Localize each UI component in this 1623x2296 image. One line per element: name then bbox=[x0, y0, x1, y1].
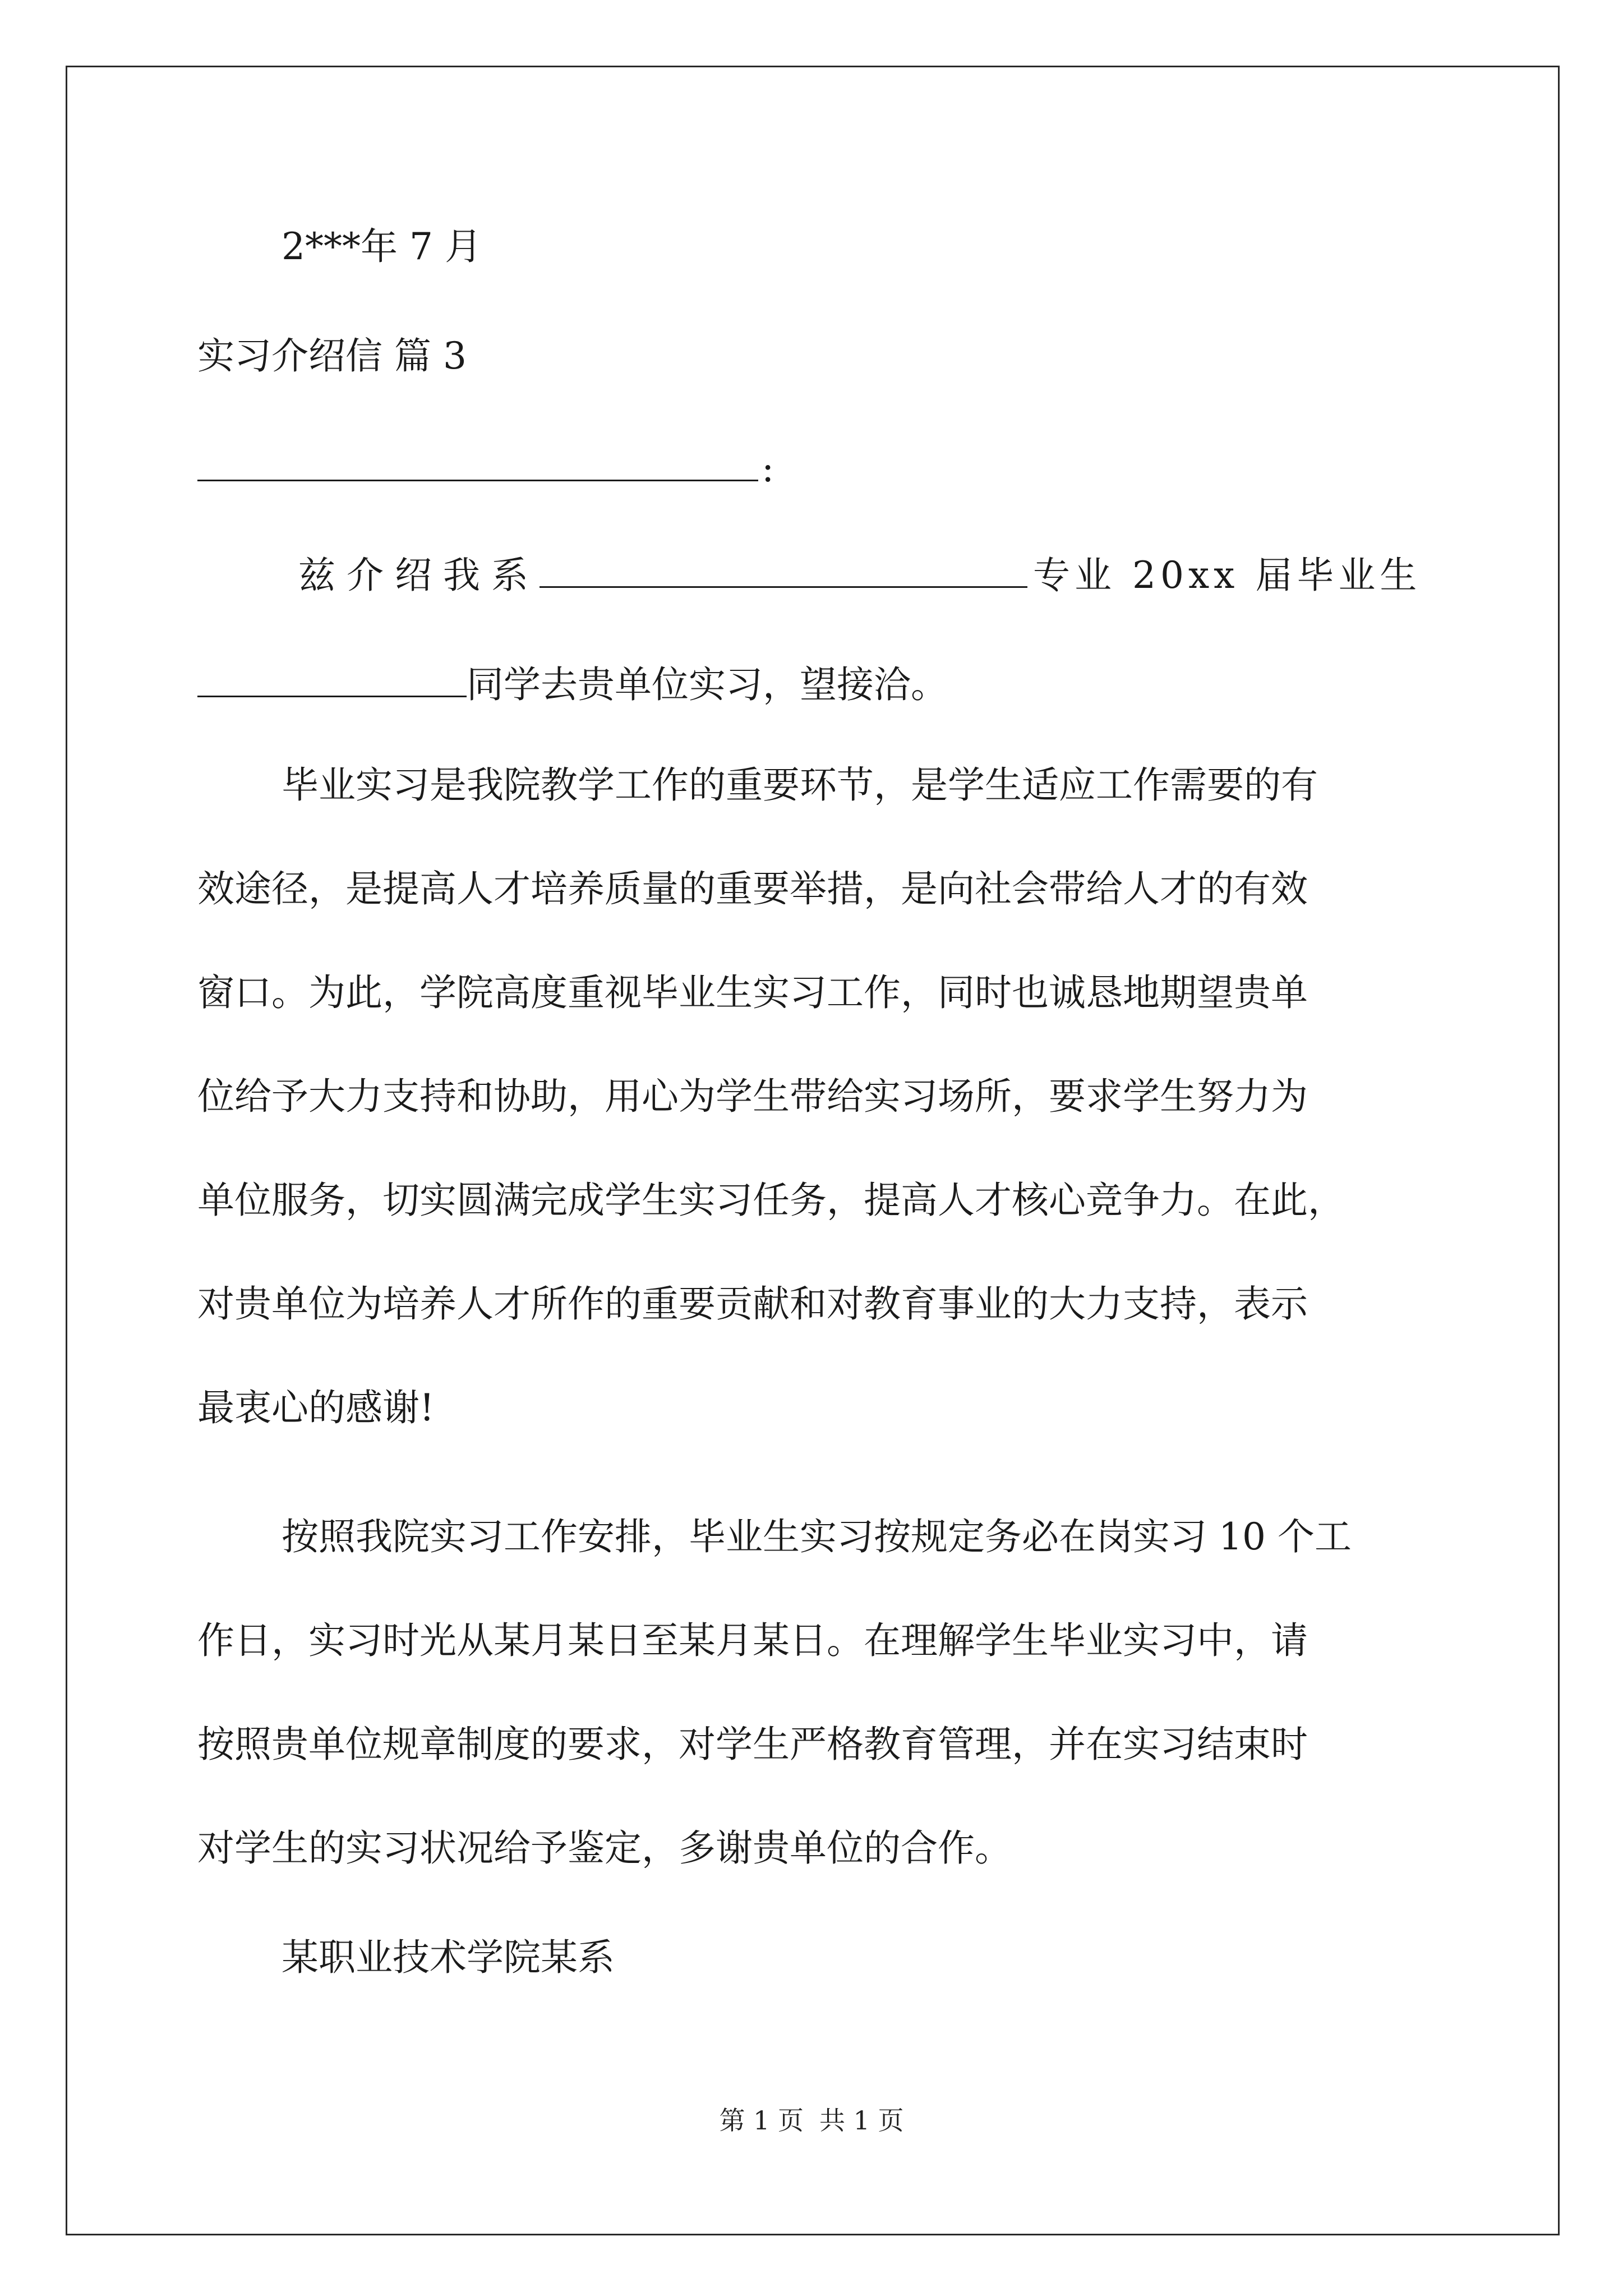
page-total: 共 1 页 bbox=[819, 2105, 904, 2136]
salutation-colon: : bbox=[762, 447, 774, 490]
para1-line: 对贵单位为培养人才所作的重要贡献和对教育事业的大力支持，表示 bbox=[197, 1282, 1308, 1326]
recipient-blank[interactable] bbox=[197, 440, 758, 481]
intro-text-3: 同学去贵单位实习，望接洽。 bbox=[467, 663, 948, 706]
salutation-line bbox=[197, 440, 774, 494]
para1-line: 最衷心的感谢! bbox=[197, 1386, 435, 1429]
para2-line: 按照贵单位规章制度的要求，对学生严格教育管理，并在实习结束时 bbox=[197, 1723, 1308, 1766]
para2-line: 按照我院实习工作安排，毕业生实习按规定务必在岗实习 10 个工 bbox=[282, 1515, 1352, 1558]
letter-title: 实习介绍信 篇 3 bbox=[197, 334, 467, 378]
page-border bbox=[66, 66, 1560, 2235]
date-line: 2***年 7 月 bbox=[282, 225, 482, 268]
para1-line: 单位服务，切实圆满完成学生实习任务，提高人才核心竞争力。在此， bbox=[197, 1179, 1345, 1222]
signature: 某职业技术学院某系 bbox=[282, 1936, 615, 1979]
intro-text-1: 兹介绍我系 bbox=[298, 554, 540, 597]
para1-line: 位给予大力支持和协助，用心为学生带给实习场所，要求学生努力为 bbox=[197, 1075, 1308, 1118]
intro-line-2 bbox=[197, 656, 948, 710]
para2-line: 作日，实习时光从某月某日至某月某日。在理解学生毕业实习中，请 bbox=[197, 1619, 1308, 1662]
para2-line: 对学生的实习状况给予鉴定，多谢贵单位的合作。 bbox=[197, 1826, 1012, 1870]
page-footer bbox=[0, 2104, 1623, 2137]
major-blank[interactable] bbox=[540, 547, 1027, 588]
para1-line: 效途径，是提高人才培养质量的重要举措，是向社会带给人才的有效 bbox=[197, 867, 1308, 910]
intro-text-2: 专业 20xx 届毕业生 bbox=[1033, 554, 1422, 597]
student-name-blank[interactable] bbox=[197, 656, 467, 697]
para1-line: 毕业实习是我院教学工作的重要环节，是学生适应工作需要的有 bbox=[282, 763, 1318, 807]
intro-line-1 bbox=[298, 547, 1421, 601]
page-number: 第 1 页 bbox=[719, 2105, 804, 2136]
para1-line: 窗口。为此，学院高度重视毕业生实习工作，同时也诚恳地期望贵单 bbox=[197, 971, 1308, 1014]
